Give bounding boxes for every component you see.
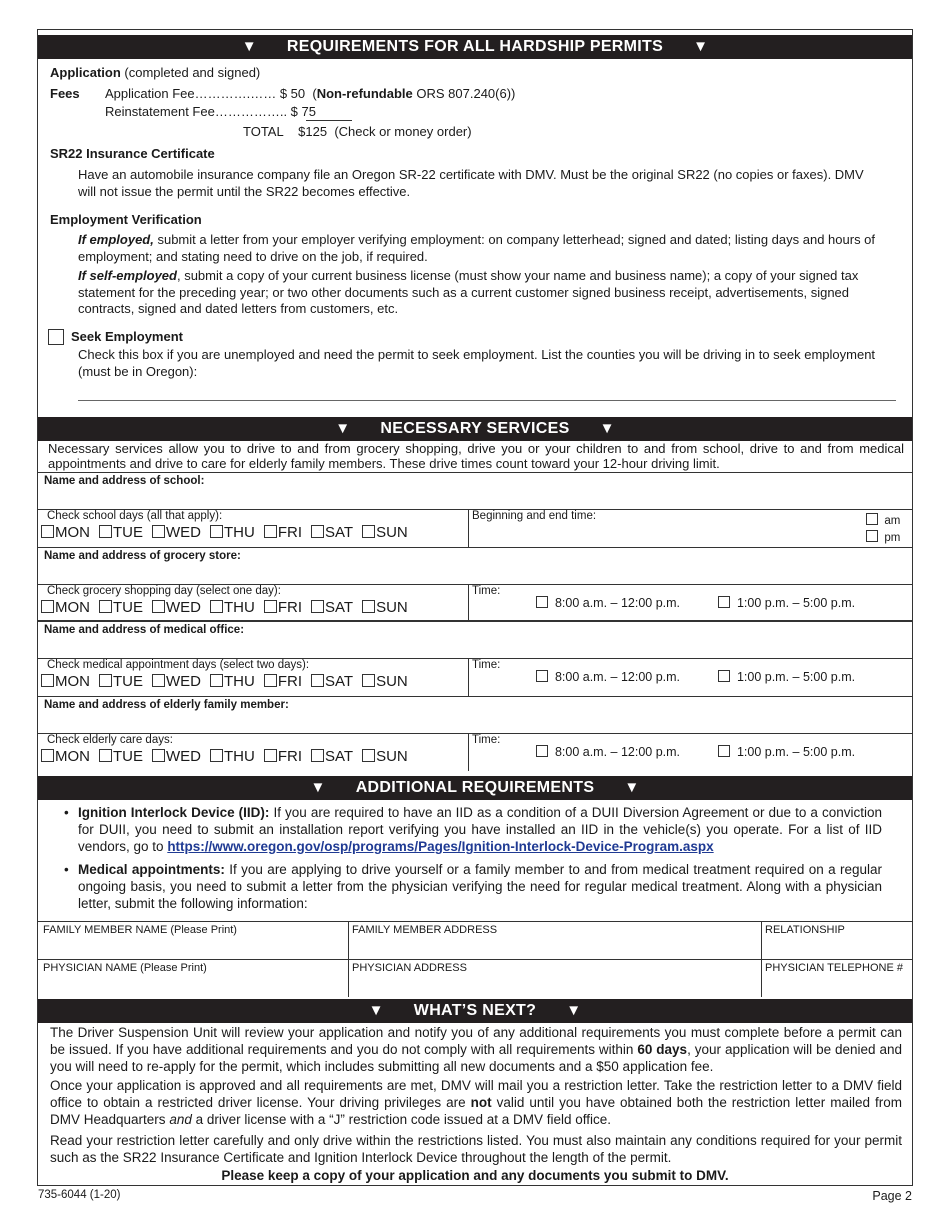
- necessary-header: [38, 417, 912, 441]
- checkbox-icon: [41, 749, 54, 762]
- elderly-name-label: Name and address of elderly family member:: [44, 699, 289, 711]
- day-label: WED: [166, 673, 201, 690]
- checkbox-icon: [311, 525, 324, 538]
- bullet-icon: •: [64, 805, 69, 820]
- next-paragraph-1: The Driver Suspension Unit will review your application and notify you of any additional requirements you must complete before a permit can be issued. If you have additional requirements and you do not comply with all requirements within 60 days, your application will be denied and you will need to re-apply for the permit, which includes submitting all new documents and a $50 application fee.: [50, 1025, 903, 1074]
- checkbox-icon: [152, 600, 165, 613]
- checkbox-icon: [152, 674, 165, 687]
- checkbox-icon: [264, 600, 277, 613]
- seek-heading: Seek Employment: [71, 329, 183, 344]
- medical-paragraph: Medical appointments: If you are applying to drive yourself or a family member to and from medical treatment required on a regular ongoing basis, you need to submit a letter from the physician verifying the need for regular medical treatment. Along with a physician letter, submit the following information:: [78, 862, 883, 911]
- day-label: MON: [55, 599, 90, 616]
- day-sun-checkbox[interactable]: [362, 748, 408, 765]
- day-label: TUE: [113, 524, 143, 541]
- arrow-down-icon: ▼: [693, 38, 709, 55]
- grocery-time-afternoon[interactable]: 1:00 p.m. – 5:00 p.m.: [718, 596, 855, 610]
- day-label: SAT: [325, 673, 354, 690]
- whats-next-title: WHAT’S NEXT?: [413, 1002, 537, 1019]
- elderly-time-label: Time:: [472, 734, 501, 746]
- school-days-row: [38, 509, 912, 547]
- checkbox-icon: [264, 525, 277, 538]
- day-label: TUE: [113, 673, 143, 690]
- checkbox-icon: [99, 674, 112, 687]
- checkbox-icon: [99, 600, 112, 613]
- pm-option[interactable]: pm: [866, 530, 900, 544]
- employment-heading: Employment Verification: [50, 212, 202, 227]
- arrow-down-icon: ▼: [624, 779, 640, 796]
- day-label: FRI: [277, 524, 302, 541]
- day-fri-checkbox[interactable]: [264, 524, 302, 541]
- medical-time-morning[interactable]: 8:00 a.m. – 12:00 p.m.: [536, 670, 680, 684]
- checkbox-icon: [362, 749, 375, 762]
- checkbox-icon: [152, 525, 165, 538]
- day-mon-checkbox[interactable]: [41, 748, 90, 765]
- arrow-down-icon: ▼: [310, 779, 326, 796]
- application-line: Application (completed and signed): [50, 65, 261, 80]
- school-days-label: Check school days (all that apply):: [47, 510, 223, 522]
- day-label: SUN: [376, 599, 408, 616]
- elderly-time-morning[interactable]: 8:00 a.m. – 12:00 p.m.: [536, 745, 680, 759]
- day-wed-checkbox[interactable]: [152, 673, 201, 690]
- day-label: THU: [224, 673, 255, 690]
- requirements-title: REQUIREMENTS FOR ALL HARDSHIP PERMITS: [286, 38, 664, 55]
- checkbox-icon: [362, 525, 375, 538]
- day-label: SAT: [325, 599, 354, 616]
- physician-address-field[interactable]: PHYSICIAN ADDRESS: [352, 962, 467, 974]
- checkbox-icon: [41, 525, 54, 538]
- divider: [468, 659, 469, 696]
- medical-name-row[interactable]: [38, 621, 912, 658]
- day-label: MON: [55, 748, 90, 765]
- iid-paragraph: Ignition Interlock Device (IID): If you are required to have an IID as a condition of a DUII Diversion Agreement or due to a conviction for DUII, you need to submit an installation report verifying you have installed an IID in the vehicle(s) you operate. For a list of IID vendors, go to https://www.oregon.gov/osp/programs/Pages/Ignition-Interlock-Device-Program.aspx: [78, 805, 882, 854]
- day-sun-checkbox[interactable]: [362, 524, 408, 541]
- reinstatement-fee: Reinstatement Fee…………….. $ 75: [105, 104, 316, 119]
- checkbox-icon: [210, 749, 223, 762]
- day-label: SUN: [376, 748, 408, 765]
- necessary-title: NECESSARY SERVICES: [380, 420, 570, 437]
- checkbox-icon: [362, 600, 375, 613]
- day-sat-checkbox[interactable]: [311, 599, 353, 616]
- grocery-days: [41, 599, 417, 616]
- school-time-label: Beginning and end time:: [472, 510, 597, 522]
- day-label: MON: [55, 524, 90, 541]
- total-fee: TOTAL $125 (Check or money order): [243, 124, 472, 139]
- day-thu-checkbox[interactable]: [210, 748, 255, 765]
- day-sun-checkbox[interactable]: [362, 673, 408, 690]
- day-thu-checkbox[interactable]: [210, 524, 255, 541]
- additional-title: ADDITIONAL REQUIREMENTS: [355, 779, 595, 796]
- school-days: [41, 524, 417, 541]
- divider: [348, 960, 349, 997]
- fee-underline: [306, 120, 352, 121]
- day-label: SUN: [376, 673, 408, 690]
- checkbox-icon: [210, 600, 223, 613]
- day-wed-checkbox[interactable]: [152, 524, 201, 541]
- physician-phone-field[interactable]: PHYSICIAN TELEPHONE #: [765, 962, 903, 974]
- checkbox-icon: [210, 674, 223, 687]
- checkbox-icon: [264, 674, 277, 687]
- day-label: MON: [55, 673, 90, 690]
- self-employed-text: If self-employed, submit a copy of your current business license (must show your name and business name); a copy of your signed tax statement for the preceding year; or two other documents such as a current customer signed business receipt, advertisements, signed contracts, signed and dated letters from customers, etc.: [78, 268, 859, 316]
- checkbox-icon: [41, 674, 54, 687]
- day-label: FRI: [277, 599, 302, 616]
- day-label: SUN: [376, 524, 408, 541]
- grocery-days-row: [38, 584, 912, 621]
- checkbox-icon: [152, 749, 165, 762]
- counties-input[interactable]: [78, 400, 896, 401]
- day-label: TUE: [113, 599, 143, 616]
- elderly-name-row[interactable]: [38, 696, 912, 733]
- physician-name-field[interactable]: PHYSICIAN NAME (Please Print): [43, 962, 207, 974]
- day-tue-checkbox[interactable]: [99, 673, 143, 690]
- checkbox-icon: [311, 749, 324, 762]
- checkbox-icon: [41, 600, 54, 613]
- day-label: FRI: [277, 748, 302, 765]
- day-label: FRI: [277, 673, 302, 690]
- divider: [468, 510, 469, 547]
- day-thu-checkbox[interactable]: [210, 599, 255, 616]
- seek-employment-checkbox[interactable]: [48, 329, 64, 349]
- next-paragraph-3: Read your restriction letter carefully and only drive within the restrictions listed. You must also maintain any conditions required for your permit such as the SR22 Insurance Certificate and Ignition Interlock Device throughout the length of the permit.: [50, 1133, 902, 1165]
- divider: [468, 585, 469, 621]
- next-paragraph-2: Once your application is approved and all requirements are met, DMV will mail you a restriction letter. Take the restriction letter to a DMV field office to obtain a restricted driver license. Your driving privileges are not valid until you have obtained both the restriction letter mailed from DMV Headquarters and a driver license with a “J” restriction code issued at a DMV field office.: [50, 1078, 902, 1127]
- arrow-down-icon: ▼: [335, 420, 351, 437]
- checkbox-icon: [311, 674, 324, 687]
- day-sat-checkbox[interactable]: [311, 748, 353, 765]
- grocery-days-label: Check grocery shopping day (select one day):: [47, 585, 281, 597]
- keep-copy-note: Please keep a copy of your application and any documents you submit to DMV.: [221, 1168, 729, 1183]
- arrow-down-icon: ▼: [368, 1002, 384, 1019]
- day-sat-checkbox[interactable]: [311, 524, 353, 541]
- checkbox-icon: [362, 674, 375, 687]
- page-number: Page 2: [872, 1189, 912, 1203]
- medical-time-label: Time:: [472, 659, 501, 671]
- application-fee: Application Fee………….…… $ 50 (Non-refundable ORS 807.240(6)): [105, 86, 516, 101]
- day-mon-checkbox[interactable]: [41, 673, 90, 690]
- day-wed-checkbox[interactable]: [152, 748, 201, 765]
- form-number: 735-6044 (1-20): [38, 1189, 121, 1201]
- day-label: WED: [166, 599, 201, 616]
- am-option[interactable]: am: [866, 513, 900, 527]
- day-sun-checkbox[interactable]: [362, 599, 408, 616]
- elderly-days-label: Check elderly care days:: [47, 734, 173, 746]
- additional-header: [38, 776, 912, 800]
- elderly-days-row: [38, 733, 912, 771]
- day-label: THU: [224, 748, 255, 765]
- sr22-heading: SR22 Insurance Certificate: [50, 146, 215, 161]
- elderly-time-afternoon[interactable]: 1:00 p.m. – 5:00 p.m.: [718, 745, 855, 759]
- divider: [348, 922, 349, 959]
- grocery-name-label: Name and address of grocery store:: [44, 550, 241, 562]
- day-fri-checkbox[interactable]: [264, 673, 302, 690]
- arrow-down-icon: ▼: [599, 420, 615, 437]
- day-label: SAT: [325, 748, 354, 765]
- school-name-row[interactable]: [38, 472, 912, 509]
- family-address-field[interactable]: FAMILY MEMBER ADDRESS: [352, 924, 498, 936]
- iid-vendors-link[interactable]: https://www.oregon.gov/osp/programs/Pages/Ignition-Interlock-Device-Program.aspx: [167, 839, 714, 854]
- day-tue-checkbox[interactable]: [99, 599, 143, 616]
- checkbox-icon: [99, 525, 112, 538]
- grocery-time-label: Time:: [472, 585, 501, 597]
- family-row: [38, 921, 912, 959]
- checkbox-icon: [311, 600, 324, 613]
- requirements-header: [38, 35, 912, 59]
- arrow-down-icon: ▼: [241, 38, 257, 55]
- checkbox-icon: [264, 749, 277, 762]
- whats-next-header: [38, 999, 912, 1023]
- day-wed-checkbox[interactable]: [152, 599, 201, 616]
- day-label: WED: [166, 524, 201, 541]
- day-label: TUE: [113, 748, 143, 765]
- divider: [761, 960, 762, 997]
- medical-time-afternoon[interactable]: 1:00 p.m. – 5:00 p.m.: [718, 670, 855, 684]
- day-mon-checkbox[interactable]: [41, 524, 90, 541]
- sr22-body: Have an automobile insurance company file an Oregon SR-22 certificate with DMV. Must be the original SR22 (no copies or faxes). DMV will not issue the permit until the SR22 becomes effective.: [78, 167, 864, 199]
- divider: [761, 922, 762, 959]
- employed-text: If employed, submit a letter from your employer verifying employment: on company letterhead; signed and dated; listing days and hours of employment; and stating need to drive on the job, if required.: [78, 232, 876, 264]
- grocery-name-row[interactable]: [38, 547, 912, 584]
- divider: [468, 734, 469, 771]
- day-tue-checkbox[interactable]: [99, 524, 143, 541]
- day-label: THU: [224, 524, 255, 541]
- arrow-down-icon: ▼: [566, 1002, 582, 1019]
- checkbox-icon: [210, 525, 223, 538]
- day-thu-checkbox[interactable]: [210, 673, 255, 690]
- medical-days: [41, 673, 417, 690]
- bullet-icon: •: [64, 862, 69, 877]
- fees-label: Fees: [50, 86, 80, 101]
- family-name-field[interactable]: FAMILY MEMBER NAME (Please Print): [43, 924, 237, 936]
- day-label: WED: [166, 748, 201, 765]
- day-label: SAT: [325, 524, 354, 541]
- grocery-time-morning[interactable]: 8:00 a.m. – 12:00 p.m.: [536, 596, 680, 610]
- physician-row: [38, 959, 912, 996]
- day-tue-checkbox[interactable]: [99, 748, 143, 765]
- seek-body: Check this box if you are unemployed and need the permit to seek employment. List the counties you will be driving in to seek employment (must be in Oregon):: [78, 347, 876, 379]
- form-page: [37, 29, 913, 1186]
- day-fri-checkbox[interactable]: [264, 599, 302, 616]
- day-mon-checkbox[interactable]: [41, 599, 90, 616]
- day-fri-checkbox[interactable]: [264, 748, 302, 765]
- medical-days-row: [38, 658, 912, 696]
- medical-days-label: Check medical appointment days (select two days):: [47, 659, 310, 671]
- elderly-days: [41, 748, 417, 765]
- day-sat-checkbox[interactable]: [311, 673, 353, 690]
- medical-name-label: Name and address of medical office:: [44, 624, 245, 636]
- school-name-label: Name and address of school:: [44, 475, 205, 487]
- relationship-field[interactable]: RELATIONSHIP: [765, 924, 845, 936]
- checkbox-icon: [99, 749, 112, 762]
- necessary-intro: Necessary services allow you to drive to and from grocery shopping, drive you or your children to and from school, drive to and from medical appointments and drive to care for elderly family members. These drive times count toward your 12-hour driving limit.: [48, 441, 904, 471]
- day-label: THU: [224, 599, 255, 616]
